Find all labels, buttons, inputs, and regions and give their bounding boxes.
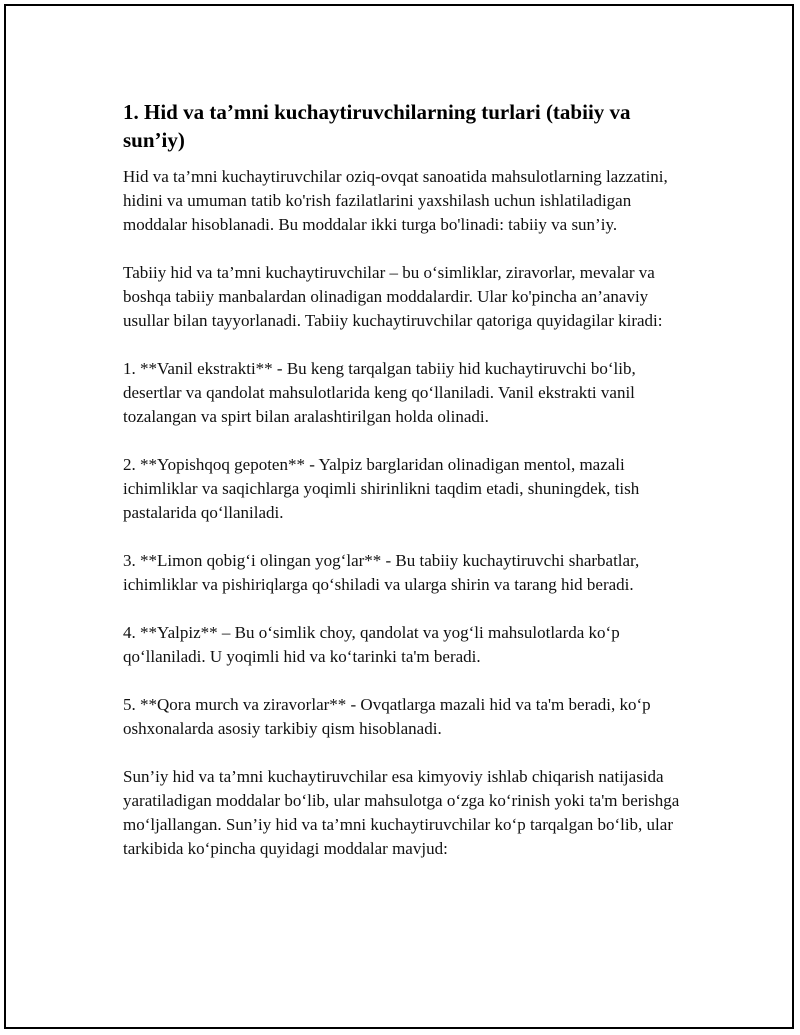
paragraph-artificial-enhancers: Sun’iy hid va ta’mni kuchaytiruvchilar esa kimyoviy ishlab chiqarish natijasida yaratiladigan moddalar bo‘lib, ular mahsulotga o‘zga ko‘rinish yoki ta'm berishga mo‘ljallangan. Sun’iy hid va ta’mni kuchaytiruvchilar ko‘p tarqalgan bo‘lib, ular tarkibida ko‘pincha quyidagi moddalar mavjud: — [123, 767, 680, 858]
list-item-black-pepper: 5. **Qora murch va ziravorlar** - Ovqatlarga mazali hid va ta'm beradi, ko‘p oshxonalarda asosiy tarkibiy qism hisoblanadi. — [123, 695, 651, 738]
page-frame — [4, 4, 794, 1029]
list-item-mint-menthol: 2. **Yopishqoq gepoten** - Yalpiz barglaridan olinadigan mentol, mazali ichimliklar va saqichlarga yoqimli shirinlikni taqdim etadi, shuningdek, tish pastalarida qo‘llaniladi. — [123, 455, 640, 522]
paragraph-natural-enhancers: Tabiiy hid va ta’mni kuchaytiruvchilar – bu o‘simliklar, ziravorlar, mevalar va boshqa tabiiy manbalardan olinadigan moddalardir. Ular ko'pincha an’anaviy usullar bilan tayyorlanadi. Tabiiy kuchaytiruvchilar qatoriga quyidagilar kiradi: — [123, 263, 663, 330]
list-item-lemon-peel-oils: 3. **Limon qobig‘i olingan yog‘lar** - Bu tabiiy kuchaytiruvchi sharbatlar, ichimliklar va pishiriqlarga qo‘shiladi va ularga shirin va tarang hid beradi. — [123, 551, 640, 594]
list-item-mint: 4. **Yalpiz** – Bu o‘simlik choy, qandolat va yog‘li mahsulotlarda ko‘p qo‘llaniladi. U yoqimli hid va ko‘tarinki ta'm beradi. — [123, 623, 620, 666]
paragraph-intro: Hid va ta’mni kuchaytiruvchilar oziq-ovqat sanoatida mahsulotlarning lazzatini, hidini va umuman tatib ko'rish fazilatlarini yaxshilash uchun ishlatiladigan moddalar hisoblanadi. Bu moddalar ikki turga bo'linadi: tabiiy va sun’iy. — [123, 167, 668, 234]
document-body — [123, 98, 693, 885]
list-item-vanilla: 1. **Vanil ekstrakti** - Bu keng tarqalgan tabiiy hid kuchaytiruvchi bo‘lib, desertlar va qandolat mahsulotlarida keng qo‘llaniladi. Vanil ekstrakti vanil tozalangan va spirt bilan aralashtirilgan holda olinadi. — [123, 359, 636, 426]
section-title: 1. Hid va ta’mni kuchaytiruvchilarning turlari (tabiiy va sun’iy) — [123, 100, 631, 152]
